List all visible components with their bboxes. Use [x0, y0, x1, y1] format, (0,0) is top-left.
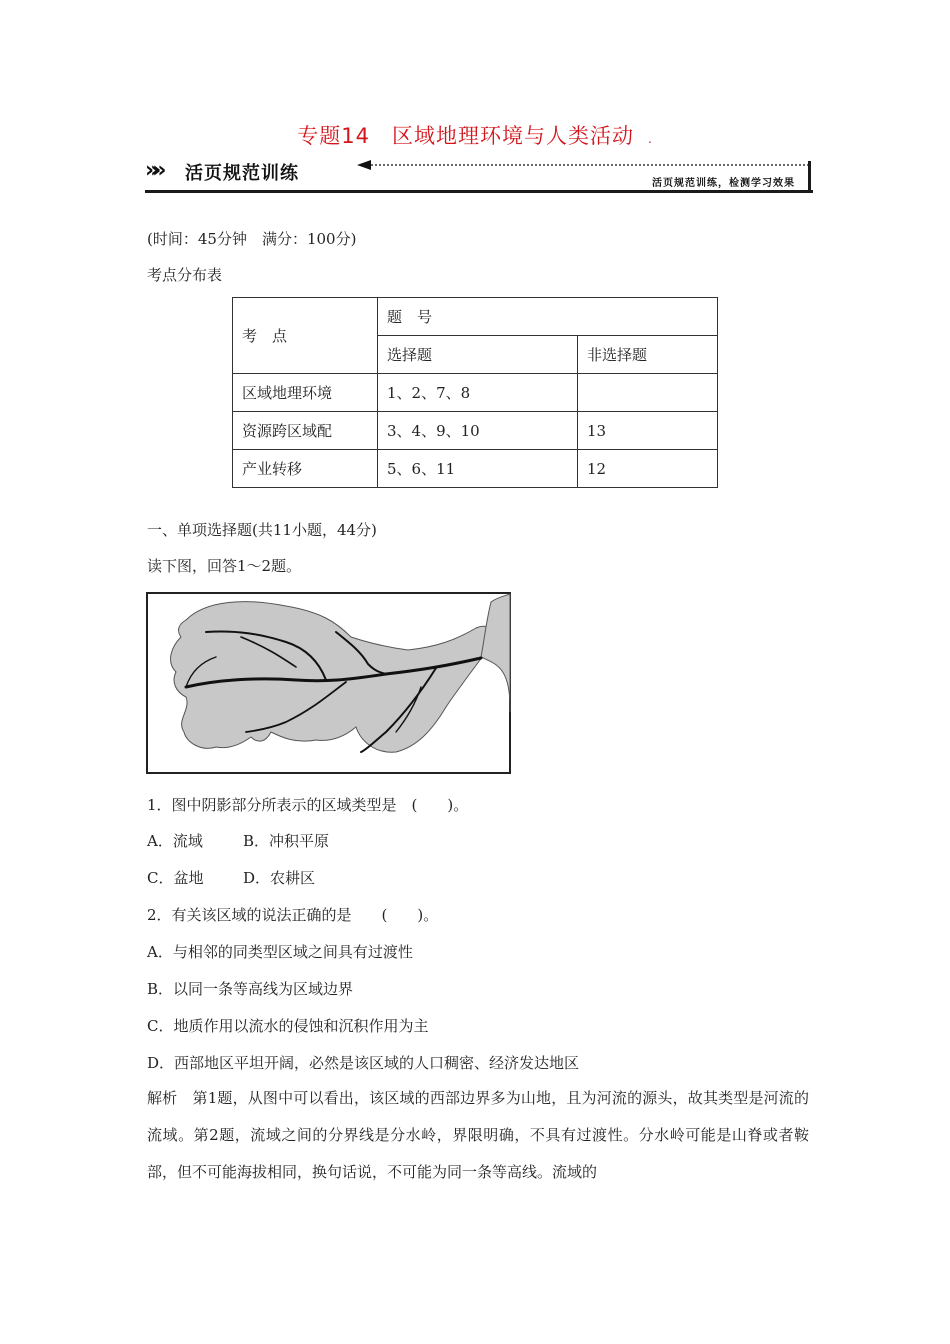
header-choice: 选择题 — [378, 336, 578, 374]
chevron-double-icon: »» — [145, 158, 160, 183]
section-heading: 一、单项选择题(共11小题，44分) — [147, 521, 377, 539]
row-nonchoice: 13 — [578, 412, 718, 450]
banner-right-note: 活页规范训练，检测学习效果 — [652, 178, 795, 189]
q2-option-d: D．西部地区平坦开阔，必然是该区域的人口稠密、经济发达地区 — [147, 1054, 580, 1072]
row-choice: 3、4、9、10 — [378, 412, 578, 450]
row-nonchoice — [578, 374, 718, 412]
header-kaodian: 考 点 — [233, 298, 378, 374]
question-1-stem: 1．图中阴影部分所表示的区域类型是 ( )。 — [147, 796, 469, 814]
row-nonchoice: 12 — [578, 450, 718, 488]
row-choice: 5、6、11 — [378, 450, 578, 488]
banner-label: 活页规范训练 — [185, 163, 299, 184]
title-dot: . — [647, 132, 653, 146]
river-basin-map — [146, 592, 511, 774]
table-row — [233, 412, 718, 450]
q2-option-c: C．地质作用以流水的侵蚀和沉积作用为主 — [147, 1017, 429, 1035]
time-info: (时间：45分钟 满分：100分) — [147, 230, 357, 248]
banner-end-bar — [808, 161, 811, 191]
q1-option-b: B．冲积平原 — [243, 832, 330, 850]
banner-underline — [145, 190, 813, 193]
distribution-table — [232, 297, 718, 488]
q1-option-d: D．农耕区 — [243, 869, 316, 887]
row-topic: 区域地理环境 — [233, 374, 378, 412]
header-nonchoice: 非选择题 — [578, 336, 718, 374]
q2-option-a: A．与相邻的同类型区域之间具有过渡性 — [147, 943, 413, 961]
q1-option-c: C．盆地 — [147, 869, 204, 887]
row-topic: 产业转移 — [233, 450, 378, 488]
q1-option-a: A．流域 — [147, 832, 203, 850]
page-title: 专题14 区域地理环境与人类活动 . — [297, 124, 653, 148]
read-prompt: 读下图，回答1～2题。 — [147, 557, 302, 575]
table-row — [233, 374, 718, 412]
analysis-paragraph: 解析 第1题，从图中可以看出，该区域的西部边界多为山地，且为河流的源头，故其类型是河流的流域。第2题，流域之间的分界线是分水岭，界限明确，不具有过渡性。分水岭可能是山脊或者鞍部，但不可能海拔相同，换句话说，不可能为同一条等高线。流域的 — [147, 1089, 809, 1181]
q2-option-b: B．以同一条等高线为区域边界 — [147, 980, 354, 998]
question-2-stem: 2．有关该区域的说法正确的是 ( )。 — [147, 906, 439, 924]
table-row — [233, 450, 718, 488]
row-topic: 资源跨区域配 — [233, 412, 378, 450]
table-caption: 考点分布表 — [147, 266, 223, 284]
header-tihao: 题 号 — [378, 298, 718, 336]
section-banner — [145, 155, 813, 195]
banner-arrow-icon — [357, 159, 809, 171]
row-choice: 1、2、7、8 — [378, 374, 578, 412]
